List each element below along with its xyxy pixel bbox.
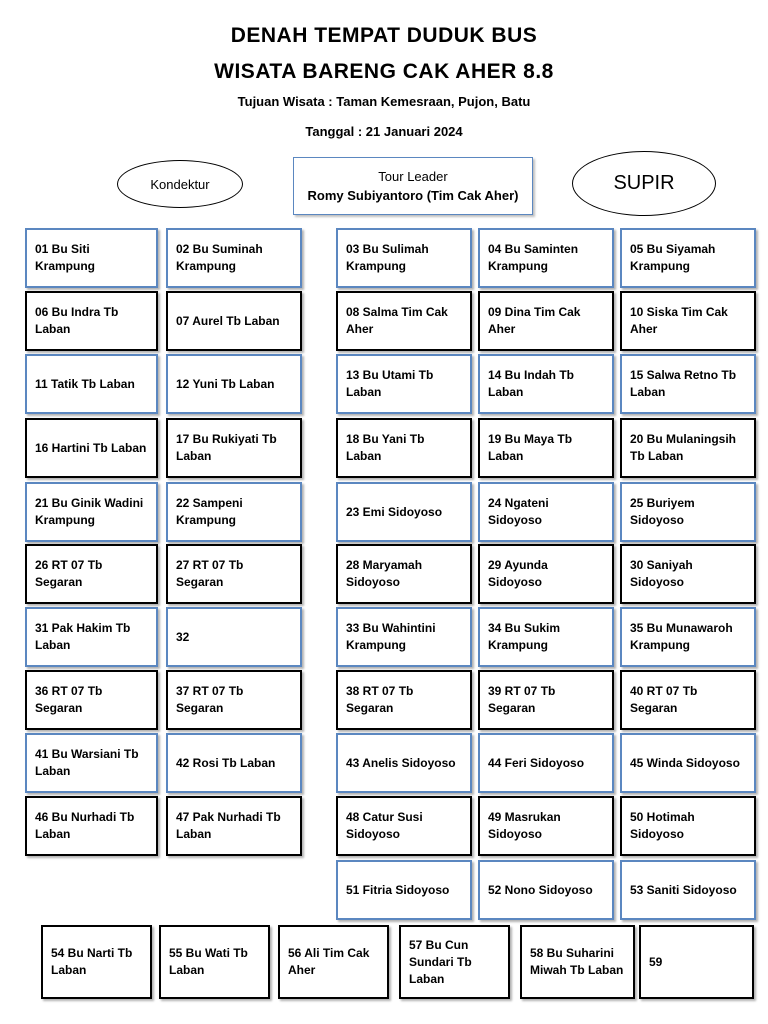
seat-label: 22 Sampeni Krampung [176,496,243,527]
seat-label: 21 Bu Ginik Wadini Krampung [35,496,144,527]
supir-oval: SUPIR [572,151,716,216]
seat-50 [620,796,756,856]
seat-label: 45 Winda Sidoyoso [630,755,740,770]
title-line-2: WISATA BARENG CAK AHER 8.8 [214,60,554,83]
seat-06 [25,291,158,351]
seat-label: 49 Masrukan Sidoyoso [488,810,561,841]
seat-label: 12 Yuni Tb Laban [176,376,275,391]
seat-label: 52 Nono Sidoyoso [488,882,593,897]
seat-label: 08 Salma Tim Cak Aher [346,305,448,336]
seat-38 [336,670,472,730]
seat-label: 27 RT 07 Tb Segaran [176,558,244,589]
seat-15 [620,354,756,414]
seat-label: 39 RT 07 Tb Segaran [488,684,556,715]
seat-label: 26 RT 07 Tb Segaran [35,558,103,589]
seat-57 [399,925,510,999]
seat-label: 03 Bu Sulimah Krampung [346,242,429,273]
seat-29 [478,544,614,604]
seat-42 [166,733,302,793]
seat-label: 18 Bu Yani Tb Laban [346,432,425,463]
seat-label: 48 Catur Susi Sidoyoso [346,810,423,841]
seat-label: 25 Buriyem Sidoyoso [630,496,695,527]
seat-46 [25,796,158,856]
seat-label: 29 Ayunda Sidoyoso [488,558,548,589]
seat-24 [478,482,614,542]
seat-09 [478,291,614,351]
seat-label: 32 [176,629,190,644]
seat-39 [478,670,614,730]
seat-23 [336,482,472,542]
tour-leader-box [293,157,533,215]
seat-31 [25,607,158,667]
seat-22 [166,482,302,542]
seat-label: 24 Ngateni Sidoyoso [488,496,549,527]
seat-35 [620,607,756,667]
seat-58 [520,925,635,999]
seat-02 [166,228,302,288]
seat-label: 57 Bu Cun Sundari Tb Laban [409,937,472,986]
seat-label: 38 RT 07 Tb Segaran [346,684,414,715]
seat-34 [478,607,614,667]
kondektur-oval: Kondektur [117,160,243,208]
seat-label: 30 Saniyah Sidoyoso [630,558,693,589]
seat-label: 02 Bu Suminah Krampung [176,242,263,273]
seat-label: 42 Rosi Tb Laban [176,755,276,770]
seat-16 [25,418,158,478]
seat-11 [25,354,158,414]
date-text: Tanggal : 21 Januari 2024 [305,124,463,139]
seat-01 [25,228,158,288]
seat-label: 41 Bu Warsiani Tb Laban [35,747,139,778]
seat-label: 40 RT 07 Tb Segaran [630,684,698,715]
seat-54 [41,925,152,999]
tour-leader-name: Romy Subiyantoro (Tim Cak Aher) [307,188,519,203]
seat-label: 47 Pak Nurhadi Tb Laban [176,810,281,841]
seat-label: 11 Tatik Tb Laban [35,376,135,391]
seat-label: 58 Bu Suharini Miwah Tb Laban [530,946,624,977]
seat-43 [336,733,472,793]
seat-49 [478,796,614,856]
seat-label: 06 Bu Indra Tb Laban [35,305,119,336]
seat-label: 59 [649,954,663,969]
seat-59 [639,925,754,999]
seat-41 [25,733,158,793]
seat-label: 43 Anelis Sidoyoso [346,755,456,770]
seat-40 [620,670,756,730]
seat-label: 16 Hartini Tb Laban [35,440,147,455]
seat-label: 28 Maryamah Sidoyoso [346,558,423,589]
seat-30 [620,544,756,604]
seat-52 [478,860,614,920]
seat-label: 04 Bu Saminten Krampung [488,242,579,273]
tour-leader-title: Tour Leader [378,169,448,184]
seat-26 [25,544,158,604]
seat-label: 44 Feri Sidoyoso [488,755,585,770]
seat-19 [478,418,614,478]
seat-05 [620,228,756,288]
seat-label: 10 Siska Tim Cak Aher [630,305,728,336]
seat-25 [620,482,756,542]
seat-label: 37 RT 07 Tb Segaran [176,684,244,715]
seat-label: 15 Salwa Retno Tb Laban [630,368,737,399]
seat-32 [166,607,302,667]
seat-37 [166,670,302,730]
seat-56 [278,925,389,999]
seat-14 [478,354,614,414]
seat-label: 46 Bu Nurhadi Tb Laban [35,810,135,841]
seat-33 [336,607,472,667]
seat-36 [25,670,158,730]
seat-label: 01 Bu Siti Krampung [35,242,95,273]
seat-04 [478,228,614,288]
seat-18 [336,418,472,478]
seat-12 [166,354,302,414]
title-line-1: DENAH TEMPAT DUDUK BUS [230,24,538,47]
seat-08 [336,291,472,351]
seat-label: 34 Bu Sukim Krampung [488,621,561,652]
seat-53 [620,860,756,920]
seat-label: 54 Bu Narti Tb Laban [51,946,133,977]
seat-10 [620,291,756,351]
seat-27 [166,544,302,604]
destination-text: Tujuan Wisata : Taman Kemesraan, Pujon, Batu [237,94,531,109]
seat-28 [336,544,472,604]
seat-label: 33 Bu Wahintini Krampung [346,621,436,652]
seat-48 [336,796,472,856]
seat-label: 51 Fitria Sidoyoso [346,882,450,897]
seat-label: 17 Bu Rukiyati Tb Laban [176,432,277,463]
seat-label: 50 Hotimah Sidoyoso [630,810,695,841]
seat-20 [620,418,756,478]
seat-47 [166,796,302,856]
seat-label: 35 Bu Munawaroh Krampung [630,621,733,652]
seat-45 [620,733,756,793]
seat-label: 31 Pak Hakim Tb Laban [35,621,131,652]
seat-label: 14 Bu Indah Tb Laban [488,368,575,399]
seat-03 [336,228,472,288]
seat-label: 36 RT 07 Tb Segaran [35,684,103,715]
seat-51 [336,860,472,920]
seat-label: 19 Bu Maya Tb Laban [488,432,573,463]
seat-label: 55 Bu Wati Tb Laban [169,946,248,977]
seat-17 [166,418,302,478]
seat-label: 56 Ali Tim Cak Aher [288,946,370,977]
seat-55 [159,925,270,999]
seat-label: 53 Saniti Sidoyoso [630,882,737,897]
seat-44 [478,733,614,793]
seat-13 [336,354,472,414]
seat-label: 09 Dina Tim Cak Aher [488,305,581,336]
seat-label: 23 Emi Sidoyoso [346,504,443,519]
seat-label: 05 Bu Siyamah Krampung [630,242,716,273]
seat-label: 07 Aurel Tb Laban [176,313,280,328]
seat-07 [166,291,302,351]
seat-label: 20 Bu Mulaningsih Tb Laban [630,432,737,463]
seat-21 [25,482,158,542]
seat-label: 13 Bu Utami Tb Laban [346,368,434,399]
